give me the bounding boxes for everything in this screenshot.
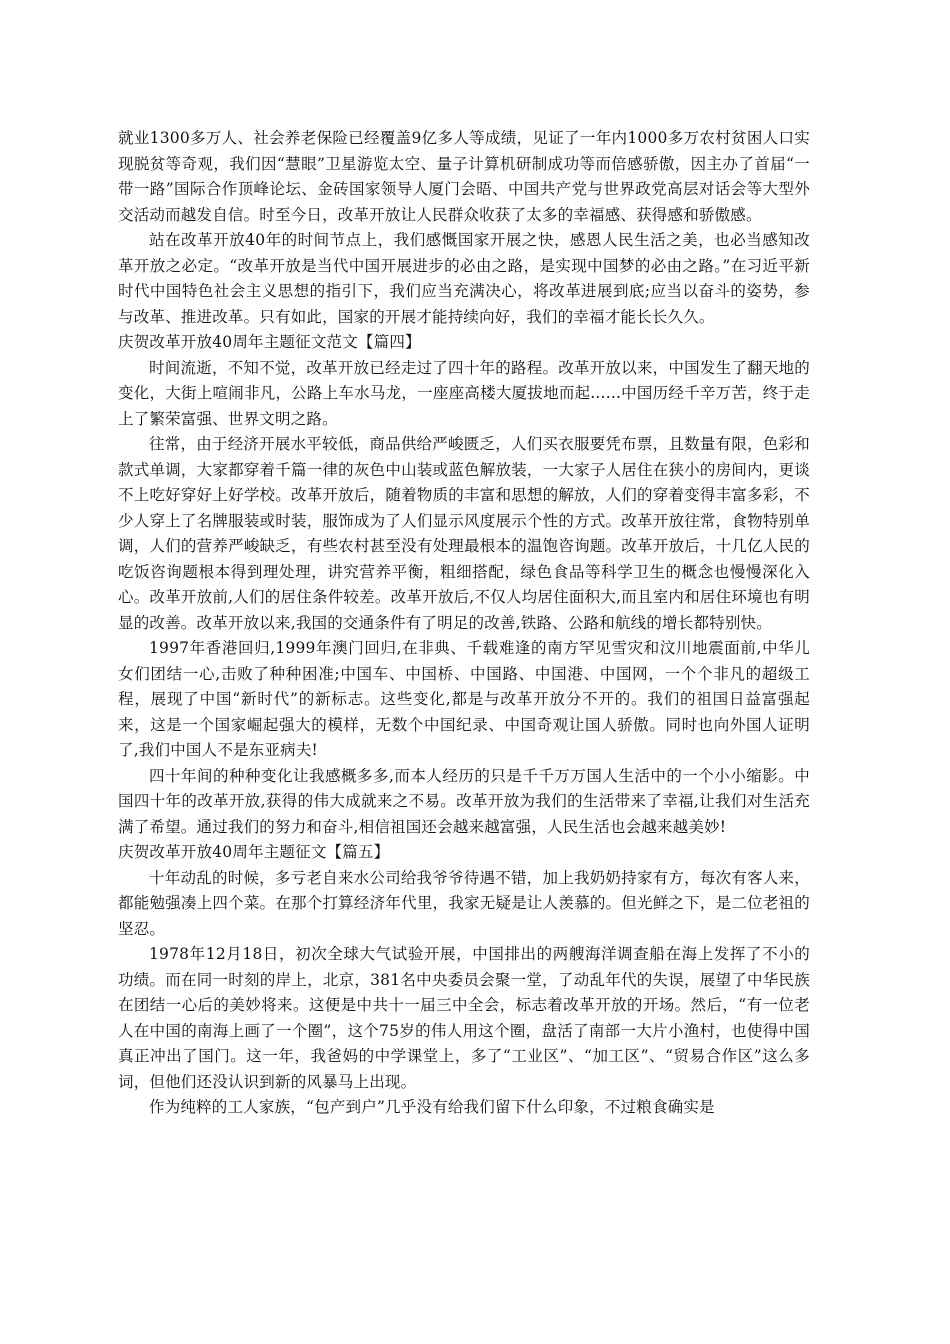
paragraph-forty-years-reflection: 四十年间的种种变化让我感概多多,而本人经历的只是千千万万国人生活中的一个小小缩影。中国四十年的改革开放,获得的伟大成就来之不易。改革开放为我们的生活带来了幸福,让我们对生活充满了希望。通过我们的努力和奋斗,相信祖国还会越来越富强，人民生活也会越来越美妙! [118,766,810,836]
paragraph-reform-milestone: 站在改革开放40年的时间节点上，我们感慨国家开展之快，感恩人民生活之美，也必当感知改革开放之必定。“改革开放是当代中国开展进步的必由之路，是实现中国梦的必由之路。”在习近平新时代中国特色社会主义思想的指引下，我们应当充满决心，将改革进展到底;应当以奋斗的姿势，参与改革、推进改革。只有如此，国家的开展才能持续向好，我们的幸福才能长长久久。 [118,231,810,326]
paragraph-time-passes: 时间流逝，不知不觉，改革开放已经走过了四十年的路程。改革开放以来，中国发生了翻天地的变化，大街上喧闹非凡，公路上车水马龙，一座座高楼大厦拔地而起......中国历经千辛万苦，终于走上了繁荣富强、世界文明之路。 [118,358,810,428]
paragraph-achievements: 就业1300多万人、社会养老保险已经覆盖9亿多人等成绩，见证了一年内1000多万农村贫困人口实现脱贫等奇观，我们因“慧眼”卫星游览太空、量子计算机研制成功等而倍感骄傲，因主办了首届“一带一路”国际合作顶峰论坛、金砖国家领导人厦门会晤、中国共产党与世界政党高层对话会等大型外交活动而越发自信。时至今日，改革开放让人民群众收获了太多的幸福感、获得感和骄傲感。 [118,129,810,224]
paragraph-living-changes: 往常，由于经济开展水平较低，商品供给严峻匮乏，人们买衣服要凭布票，且数量有限，色彩和款式单调，大家都穿着千篇一律的灰色中山装或蓝色解放装，一大家子人居住在狭小的房间内，更谈不上吃好穿好上好学校。改革开放后，随着物质的丰富和思想的解放，人们的穿着变得丰富多彩，不少人穿上了名牌服装或时装，服饰成为了人们显示风度展示个性的方式。改革开放往常，食物特别单调，人们的营养严峻缺乏，有些农村甚至没有处理最根本的温饱咨询题。改革开放后，十几亿人民的吃饭咨询题根本得到理处理，讲究营养平衡，粗细搭配，绿色食品等科学卫生的概念也慢慢深化入心。改革开放前,人们的居住条件较差。改革开放后,不仅人均居住面积大,而且室内和居住环境也有明显的改善。改革开放以来,我国的交通条件有了明足的改善,铁路、公路和航线的增长都特别快。 [118,435,810,632]
paragraph-1978-plenum: 1978年12月18日，初次全球大气试验开展，中国排出的两艘海洋调查船在海上发挥了不小的功绩。而在同一时刻的岸上，北京，381名中央委员会聚一堂，了动乱年代的失误，展望了中华民族在团结一心后的美妙将来。这便是中共十一届三中全会，标志着改革开放的开场。然后，“有一位老人在中国的南海上画了一个圈”，这个75岁的伟人用这个圈，盘活了南部一大片小渔村，也使得中国真正冲出了国门。这一年，我爸妈的中学课堂上，多了“工业区”、“加工区”、“贸易合作区”这么多词，但他们还没认识到新的风暴马上出现。 [118,945,810,1091]
paragraph-family-memory: 十年动乱的时候，多亏老自来水公司给我爷爷待遇不错，加上我奶奶持家有方，每次有客人来，都能勉强凑上四个菜。在那个打算经济年代里，我家无疑是让人羡慕的。但光鲜之下，是二位老祖的坚忍。 [118,868,810,938]
document-page [118,126,810,1121]
paragraph-worker-family: 作为纯粹的工人家族，“包产到户”几乎没有给我们留下什么印象，不过粮食确实是 [149,1098,715,1116]
paragraph-national-events: 1997年香港回归,1999年澳门回归,在非典、千载难逢的南方罕见雪灾和汶川地震面前,中华儿女们团结一心,击败了种种困准;中国车、中国桥、中国路、中国港、中国网，一个个非凡的超级工程，展现了中国“新时代”的新标志。这些变化,都是与改革开放分不开的。我们的祖国日益富强起来，这是一个国家崛起强大的模样，无数个中国纪录、中国奇观让国人骄傲。同时也向外国人证明了,我们中国人不是东亚病夫! [118,639,810,759]
section-heading-part-four: 庆贺改革开放40周年主题征文范文【篇四】 [118,333,421,351]
section-heading-part-five: 庆贺改革开放40周年主题征文【篇五】 [118,843,390,861]
